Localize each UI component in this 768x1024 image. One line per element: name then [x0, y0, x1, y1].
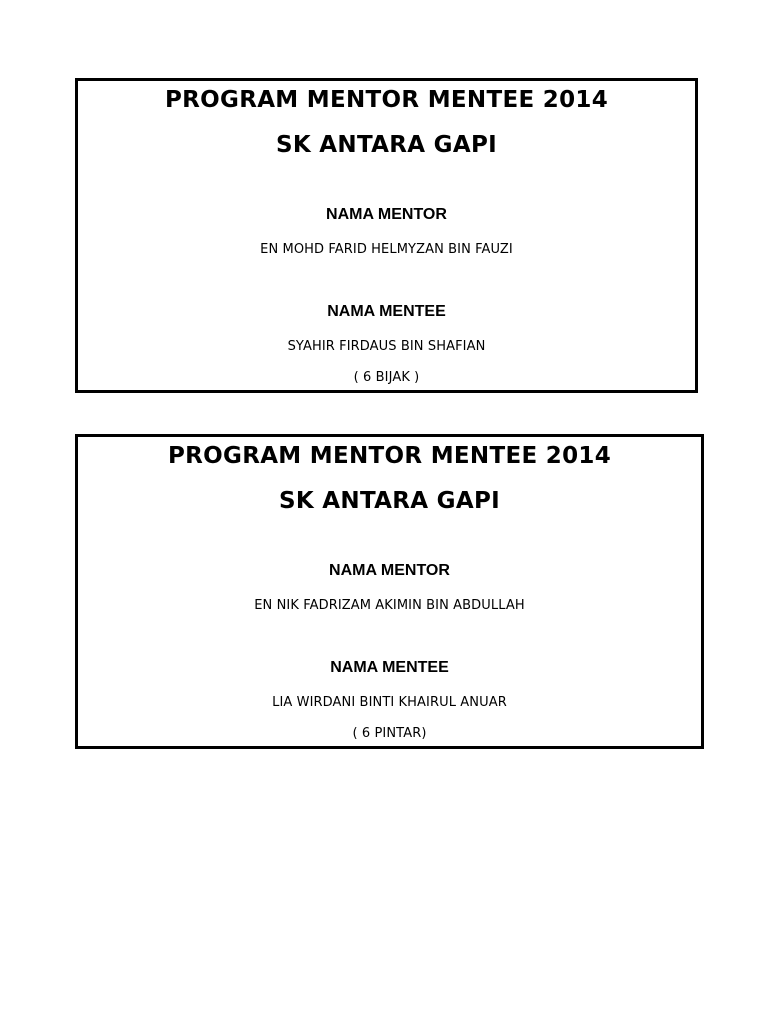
mentor-label: NAMA MENTOR [326, 206, 447, 223]
mentee-label: NAMA MENTEE [327, 303, 446, 320]
mentee-name: LIA WIRDANI BINTI KHAIRUL ANUAR [272, 695, 507, 710]
mentor-label: NAMA MENTOR [329, 562, 450, 579]
mentee-class: ( 6 BIJAK ) [353, 370, 420, 385]
mentee-label: NAMA MENTEE [330, 659, 449, 676]
school-name: SK ANTARA GAPI [276, 132, 497, 158]
mentor-name: EN MOHD FARID HELMYZAN BIN FAUZI [260, 242, 513, 257]
mentee-class: ( 6 PINTAR) [352, 726, 427, 741]
school-name: SK ANTARA GAPI [279, 488, 500, 514]
program-title: PROGRAM MENTOR MENTEE 2014 [165, 87, 608, 113]
mentor-mentee-card-2 [75, 434, 704, 749]
program-title: PROGRAM MENTOR MENTEE 2014 [168, 443, 611, 469]
mentee-name: SYAHIR FIRDAUS BIN SHAFIAN [287, 339, 486, 354]
mentor-name: EN NIK FADRIZAM AKIMIN BIN ABDULLAH [254, 598, 525, 613]
mentor-mentee-card-1 [75, 78, 698, 393]
